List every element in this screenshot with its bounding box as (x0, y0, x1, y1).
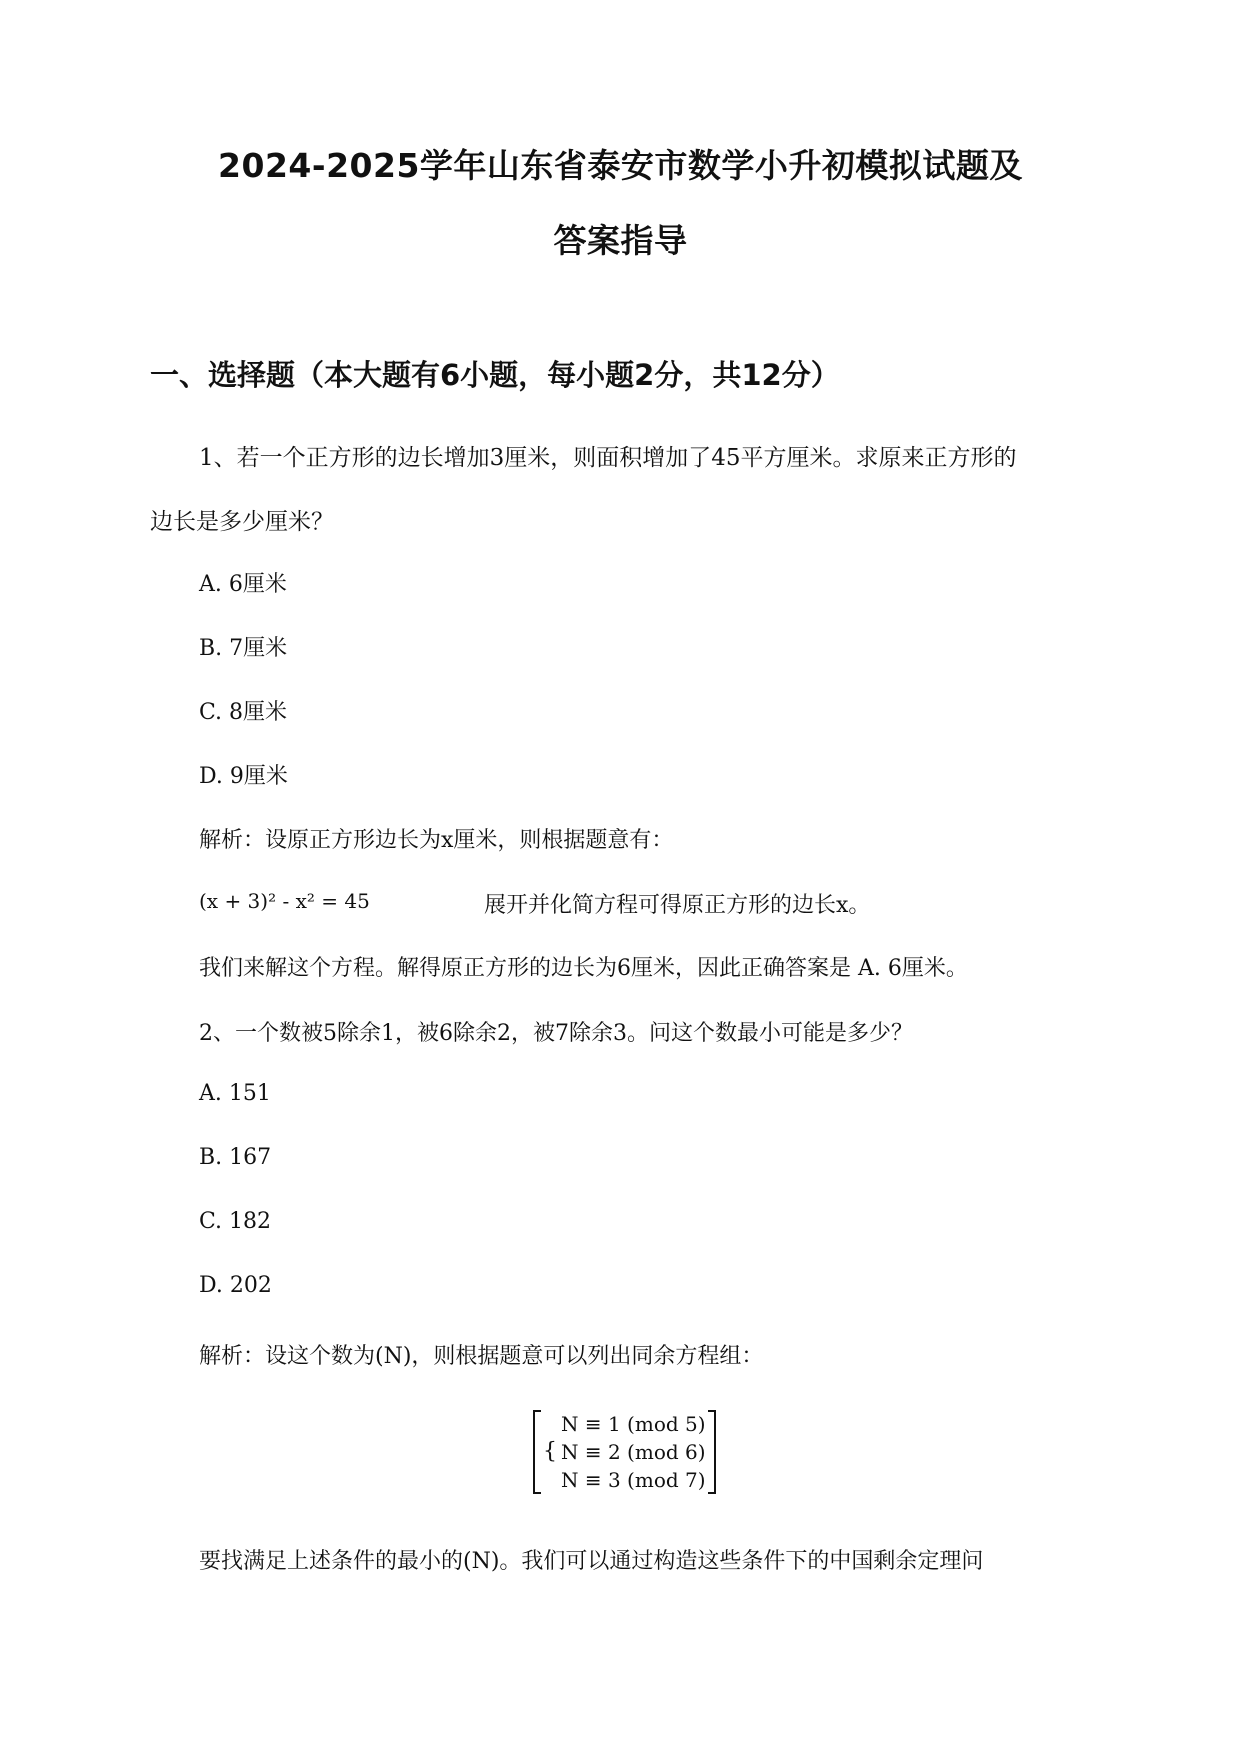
right-bracket (708, 1410, 716, 1494)
left-bracket (533, 1410, 541, 1494)
question-2-option-c: C. 182 (199, 1209, 272, 1234)
left-brace: { (543, 1439, 557, 1464)
congruence-system (533, 1410, 716, 1494)
congruence-equations (559, 1410, 708, 1494)
page-title-line2: 答案指导 (553, 221, 688, 260)
question-1-option-d: D. 9厘米 (199, 764, 288, 789)
congruence-eq-2: N ≡ 2 (mod 6) (561, 1440, 706, 1464)
page-title-line1: 2024-2025学年山东省泰安市数学小升初模拟试题及 (218, 146, 1023, 185)
question-1-text-line1: 1、若一个正方形的边长增加3厘米，则面积增加了45平方厘米。求原来正方形的 (199, 445, 1017, 471)
question-2-option-a: A. 151 (199, 1081, 271, 1106)
question-1-equation: (x + 3)² - x² = 45 (199, 889, 370, 913)
congruence-eq-3: N ≡ 3 (mod 7) (561, 1468, 706, 1492)
question-1-equation-note: 展开并化简方程可得原正方形的边长x。 (484, 893, 871, 918)
question-1-text-line2: 边长是多少厘米？ (150, 509, 334, 535)
question-2-analysis-line2: 要找满足上述条件的最小的(N)。我们可以通过构造这些条件下的中国剩余定理问 (199, 1549, 984, 1574)
question-2-option-b: B. 167 (199, 1145, 272, 1170)
question-2-text: 2、一个数被5除余1，被6除余2，被7除余3。问这个数最小可能是多少？ (199, 1021, 913, 1046)
question-2-option-d: D. 202 (199, 1273, 272, 1298)
question-1-analysis-line2: 我们来解这个方程。解得原正方形的边长为6厘米，因此正确答案是 A. 6厘米。 (199, 956, 968, 981)
section-heading: 一、选择题（本大题有6小题，每小题2分，共12分） (150, 358, 840, 392)
question-1-analysis-line1: 解析：设原正方形边长为x厘米，则根据题意有： (199, 828, 674, 853)
question-2-analysis-line1: 解析：设这个数为(N)，则根据题意可以列出同余方程组： (199, 1344, 764, 1369)
congruence-eq-1: N ≡ 1 (mod 5) (561, 1412, 706, 1436)
question-1-option-c: C. 8厘米 (199, 700, 288, 725)
question-1-option-a: A. 6厘米 (199, 572, 287, 597)
question-1-option-b: B. 7厘米 (199, 636, 288, 661)
